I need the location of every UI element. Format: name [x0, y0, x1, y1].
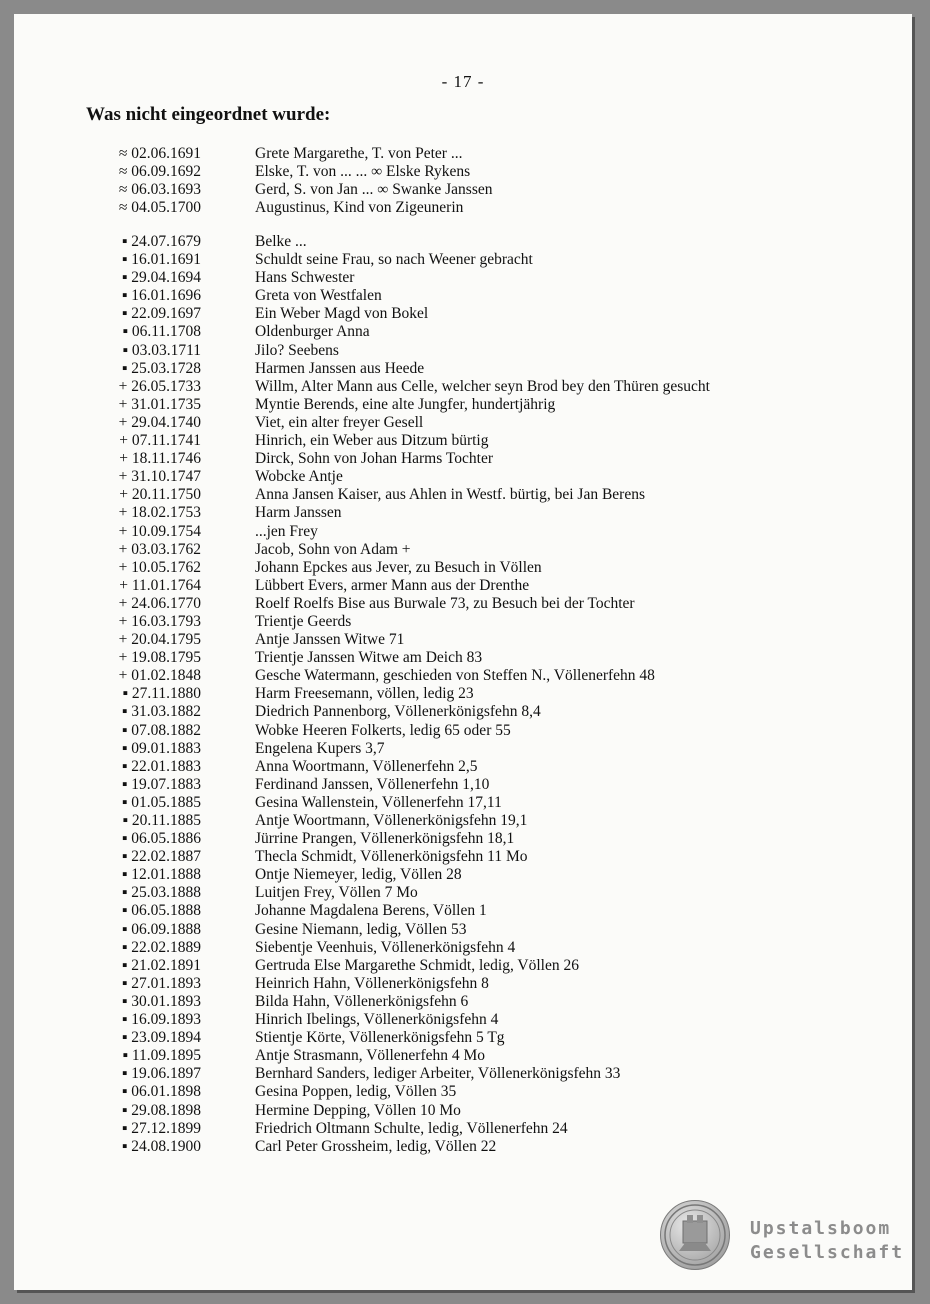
entry-text: Ontje Niemeyer, ledig, Völlen 28 [255, 866, 462, 884]
entry-date: ▪ 29.08.1898 [121, 1101, 201, 1119]
entry-text: Engelena Kupers 3,7 [255, 739, 385, 757]
entry-date: ▪ 16.01.1691 [121, 251, 201, 269]
entry-text: Carl Peter Grossheim, ledig, Völlen 22 [255, 1137, 497, 1155]
entry-date: + 31.01.1735 [118, 395, 201, 413]
section-heading: Was nicht eingeordnet wurde: [86, 104, 331, 125]
entry-row [86, 199, 886, 217]
entry-row [86, 613, 886, 631]
entry-text: Lübbert Evers, armer Mann aus der Drenthe [255, 576, 530, 594]
entry-date: ▪ 09.01.1883 [121, 739, 201, 757]
entry-date: ▪ 24.08.1900 [121, 1137, 201, 1155]
entry-date: ≈ 06.09.1692 [118, 163, 201, 181]
entry-row [86, 1102, 886, 1120]
entry-row [86, 396, 886, 414]
entry-text: Dirck, Sohn von Johan Harms Tochter [255, 450, 493, 468]
entry-text: Trientje Janssen Witwe am Deich 83 [255, 649, 483, 667]
entry-text: Augustinus, Kind von Zigeunerin [255, 199, 464, 217]
entry-date: + 26.05.1733 [118, 377, 201, 395]
entry-row [86, 939, 886, 957]
entry-date: + 24.06.1770 [118, 594, 201, 612]
entry-text: Gesine Niemann, ledig, Völlen 53 [255, 920, 467, 938]
entry-date: ▪ 19.07.1883 [121, 775, 201, 793]
page-number: - 17 - [441, 72, 485, 91]
entry-row [86, 776, 886, 794]
entry-text: Bilda Hahn, Völlenerkönigsfehn 6 [255, 992, 469, 1010]
entry-date: + 10.05.1762 [118, 558, 201, 576]
entry-row [86, 432, 886, 450]
entry-row [86, 504, 886, 522]
entry-date: ▪ 23.09.1894 [121, 1029, 201, 1047]
entry-date: + 11.01.1764 [119, 576, 201, 594]
entry-text: Wobcke Antje [255, 468, 343, 486]
entry-row [86, 1065, 886, 1083]
entry-row [86, 251, 886, 269]
entry-date: + 20.11.1750 [119, 486, 201, 504]
entry-text: Jilo? Seebens [255, 341, 339, 359]
entry-text: Belke ... [255, 233, 307, 250]
entry-date: ▪ 25.03.1888 [121, 884, 201, 902]
entry-text: Jacob, Sohn von Adam + [255, 540, 411, 558]
entry-text: Myntie Berends, eine alte Jungfer, hundertjährig [255, 395, 556, 413]
entry-date: ▪ 03.03.1711 [122, 341, 201, 359]
entry-date: ▪ 16.01.1696 [121, 287, 201, 305]
entry-row [86, 1083, 886, 1101]
entry-date: ▪ 21.02.1891 [121, 956, 201, 974]
entry-row [86, 957, 886, 975]
entry-text: Roelf Roelfs Bise aus Burwale 73, zu Besuch bei der Tochter [255, 594, 635, 612]
society-name-line2: Gesellschaft [750, 1242, 905, 1263]
entry-text: Wobke Heeren Folkerts, ledig 65 oder 55 [255, 721, 511, 739]
entry-date: ▪ 31.03.1882 [121, 703, 201, 721]
entry-text: Anna Jansen Kaiser, aus Ahlen in Westf. bürtig, bei Jan Berens [255, 486, 645, 504]
entry-row [86, 1138, 886, 1156]
entry-row [86, 722, 886, 740]
entry-date: ▪ 06.05.1888 [121, 902, 201, 920]
entry-text: Stientje Körte, Völlenerkönigsfehn 5 Tg [255, 1029, 505, 1047]
entry-text: Harmen Janssen aus Heede [255, 359, 425, 377]
entry-text: Ein Weber Magd von Bokel [255, 305, 429, 323]
entry-row [86, 450, 886, 468]
entry-row [86, 523, 886, 541]
entry-row [86, 794, 886, 812]
entry-date: ≈ 04.05.1700 [118, 199, 201, 217]
entry-date: + 01.02.1848 [118, 667, 201, 685]
entry-date: ≈ 06.03.1693 [118, 181, 201, 199]
entry-row [86, 884, 886, 902]
entry-date: ▪ 11.09.1895 [122, 1047, 201, 1065]
entry-row [86, 649, 886, 667]
entry-text: Heinrich Hahn, Völlenerkönigsfehn 8 [255, 974, 489, 992]
burial-entries-list [86, 233, 886, 1156]
entry-date: + 10.09.1754 [118, 522, 201, 540]
entry-row [86, 145, 886, 163]
entry-row [86, 975, 886, 993]
entry-text: Viet, ein alter freyer Gesell [255, 413, 424, 431]
entry-date: ▪ 06.01.1898 [121, 1083, 201, 1101]
entry-row [86, 1120, 886, 1138]
entry-text: ...jen Frey [255, 522, 318, 540]
entry-date: ▪ 27.01.1893 [121, 974, 201, 992]
entry-date: ▪ 06.11.1708 [122, 323, 201, 341]
entry-text: Grete Margarethe, T. von Peter ... [255, 145, 463, 162]
entry-row [86, 740, 886, 758]
entry-text: Gesche Watermann, geschieden von Steffen N., Völlenerfehn 48 [255, 667, 655, 685]
entry-row [86, 1029, 886, 1047]
entry-text: Diedrich Pannenborg, Völlenerkönigsfehn 8,4 [255, 703, 541, 721]
entry-row [86, 323, 886, 341]
entry-text: Ferdinand Janssen, Völlenerfehn 1,10 [255, 775, 490, 793]
entry-date: ▪ 12.01.1888 [121, 866, 201, 884]
entry-text: Thecla Schmidt, Völlenerkönigsfehn 11 Mo [255, 848, 528, 866]
entry-date: + 16.03.1793 [118, 612, 201, 630]
entry-date: + 29.04.1740 [118, 413, 201, 431]
entry-date: ▪ 29.04.1694 [121, 269, 201, 287]
entry-text: Gertruda Else Margarethe Schmidt, ledig, Völlen 26 [255, 956, 579, 974]
entry-date: ▪ 22.01.1883 [121, 757, 201, 775]
entry-row [86, 595, 886, 613]
entry-row [86, 685, 886, 703]
entry-row [86, 902, 886, 920]
entry-text: Schuldt seine Frau, so nach Weener gebracht [255, 251, 533, 269]
entry-row [86, 486, 886, 504]
entry-text: Johann Epckes aus Jever, zu Besuch in Völlen [255, 558, 542, 576]
entry-row [86, 577, 886, 595]
entry-row [86, 848, 886, 866]
entry-date: ▪ 22.02.1887 [121, 848, 201, 866]
entry-text: Anna Woortmann, Völlenerfehn 2,5 [255, 757, 478, 775]
entry-date: + 07.11.1741 [119, 432, 201, 450]
entry-row [86, 812, 886, 830]
entry-date: ▪ 30.01.1893 [121, 992, 201, 1010]
entry-text: Oldenburger Anna [255, 323, 370, 341]
entry-text: Johanne Magdalena Berens, Völlen 1 [255, 902, 487, 920]
entry-text: Hermine Depping, Völlen 10 Mo [255, 1101, 461, 1119]
entry-date: ▪ 07.08.1882 [121, 721, 201, 739]
entry-row [86, 1011, 886, 1029]
entry-text: Jürrine Prangen, Völlenerkönigsfehn 18,1 [255, 830, 515, 848]
entry-text: Elske, T. von ... ... ∞ Elske Rykens [255, 163, 471, 181]
entry-date: ▪ 25.03.1728 [121, 359, 201, 377]
entry-row [86, 468, 886, 486]
entry-text: Trientje Geerds [255, 612, 352, 630]
entry-text: Harm Freesemann, völlen, ledig 23 [255, 685, 474, 703]
entry-text: Luitjen Frey, Völlen 7 Mo [255, 884, 418, 902]
entry-row [86, 163, 886, 181]
entry-row [86, 181, 886, 199]
entry-text: Friedrich Oltmann Schulte, ledig, Völlenerfehn 24 [255, 1119, 568, 1137]
entry-date: + 19.08.1795 [118, 649, 201, 667]
entry-date: + 18.11.1746 [119, 450, 201, 468]
entry-text: Antje Janssen Witwe 71 [255, 631, 405, 649]
entry-row [86, 541, 886, 559]
society-seal-icon [660, 1200, 730, 1270]
entry-text: Siebentje Veenhuis, Völlenerkönigsfehn 4 [255, 938, 516, 956]
entry-text: Gesina Wallenstein, Völlenerfehn 17,11 [255, 793, 502, 811]
entry-text: Willm, Alter Mann aus Celle, welcher seyn Brod bey den Thüren gesucht [255, 377, 710, 395]
entry-row [86, 758, 886, 776]
entry-date: ▪ 27.11.1880 [122, 685, 201, 703]
entry-date: ▪ 16.09.1893 [121, 1011, 201, 1029]
entry-date: ▪ 27.12.1899 [121, 1119, 201, 1137]
entry-row [86, 921, 886, 939]
entry-date: ▪ 19.06.1897 [121, 1065, 201, 1083]
entry-text: Bernhard Sanders, lediger Arbeiter, Völlenerkönigsfehn 33 [255, 1065, 621, 1083]
entry-date: + 18.02.1753 [118, 504, 201, 522]
entry-row [86, 378, 886, 396]
entry-text: Gerd, S. von Jan ... ∞ Swanke Janssen [255, 181, 493, 199]
entry-row [86, 360, 886, 378]
entry-text: Gesina Poppen, ledig, Völlen 35 [255, 1083, 457, 1101]
entry-date: ≈ 02.06.1691 [118, 145, 201, 162]
document-page [14, 14, 912, 1290]
society-name-line1: Upstalsboom [750, 1218, 892, 1239]
entry-text: Hans Schwester [255, 269, 355, 287]
entry-text: Hinrich Ibelings, Völlenerkönigsfehn 4 [255, 1011, 499, 1029]
entry-date: + 20.04.1795 [118, 631, 201, 649]
baptism-entries-list [86, 145, 886, 217]
entry-row [86, 305, 886, 323]
entry-row [86, 269, 886, 287]
entry-row [86, 631, 886, 649]
entry-date: ▪ 22.02.1889 [121, 938, 201, 956]
entry-row [86, 559, 886, 577]
entry-row [86, 993, 886, 1011]
entry-row [86, 233, 886, 251]
entry-row [86, 830, 886, 848]
entry-row [86, 1047, 886, 1065]
entry-text: Hinrich, ein Weber aus Ditzum bürtig [255, 432, 489, 450]
entry-date: ▪ 06.09.1888 [121, 920, 201, 938]
entry-text: Antje Strasmann, Völlenerfehn 4 Mo [255, 1047, 486, 1065]
entry-date: ▪ 01.05.1885 [121, 793, 201, 811]
entry-row [86, 866, 886, 884]
entry-date: + 31.10.1747 [118, 468, 201, 486]
entry-row [86, 342, 886, 360]
entry-date: ▪ 20.11.1885 [122, 812, 201, 829]
entry-row [86, 703, 886, 721]
entry-date: ▪ 06.05.1886 [121, 830, 201, 848]
entry-row [86, 414, 886, 432]
entry-text: Antje Woortmann, Völlenerkönigsfehn 19,1 [255, 812, 528, 829]
entry-date: + 03.03.1762 [118, 540, 201, 558]
entry-row [86, 287, 886, 305]
entry-row [86, 667, 886, 685]
entry-text: Harm Janssen [255, 504, 342, 522]
entry-text: Greta von Westfalen [255, 287, 382, 305]
entry-date: ▪ 24.07.1679 [121, 233, 201, 250]
entry-date: ▪ 22.09.1697 [121, 305, 201, 323]
